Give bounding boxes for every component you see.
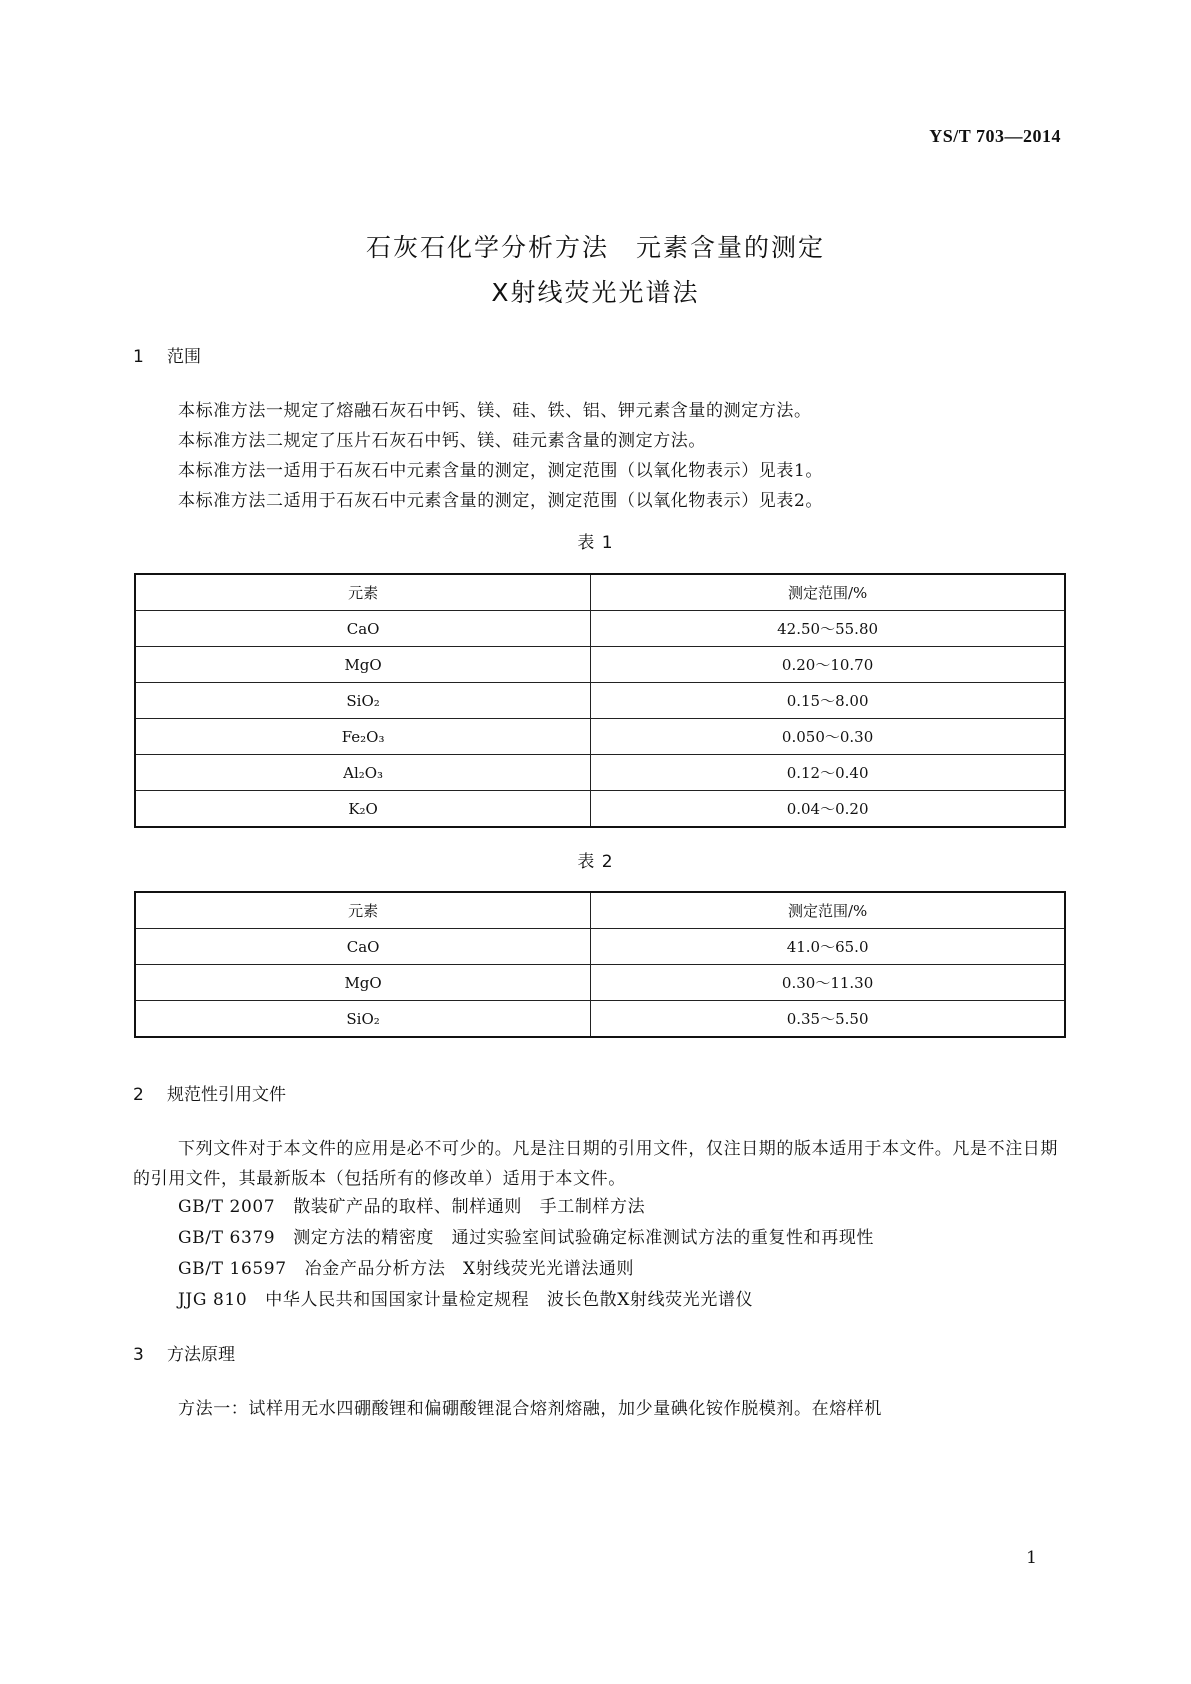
paragraph: 下列文件对于本文件的应用是必不可少的。凡是注日期的引用文件，仅注日期的版本适用于本文件。凡是不注日期的引用文件，其最新版本（包括所有的修改单）适用于本文件。 — [133, 1139, 1058, 1189]
table-2-caption: 表 2 — [577, 852, 614, 872]
reference-list — [178, 1192, 874, 1316]
table-row — [135, 647, 1065, 683]
range-cell: 0.20～10.70 — [591, 647, 1065, 683]
column-header: 元素 — [135, 892, 591, 929]
range-cell: 0.30～11.30 — [591, 965, 1065, 1001]
element-cell: SiO₂ — [135, 683, 591, 719]
range-cell: 41.0～65.0 — [591, 929, 1065, 965]
table-row — [135, 719, 1065, 755]
table-row — [135, 1001, 1065, 1038]
paragraph: 本标准方法二规定了压片石灰石中钙、镁、硅元素含量的测定方法。 — [178, 431, 706, 451]
column-header: 测定范围/% — [591, 892, 1065, 929]
table-row — [135, 755, 1065, 791]
table-header-row — [135, 892, 1065, 929]
section-title: 范围 — [167, 347, 201, 367]
paragraph: 本标准方法二适用于石灰石中元素含量的测定，测定范围（以氧化物表示）见表2。 — [178, 491, 824, 511]
table-row — [135, 965, 1065, 1001]
section-number: 1 — [133, 347, 144, 367]
paragraph: 方法一：试样用无水四硼酸锂和偏硼酸锂混合熔剂熔融，加少量碘化铵作脱模剂。在熔样机 — [178, 1399, 882, 1419]
reference-title: 冶金产品分析方法 X射线荧光光谱法通则 — [304, 1259, 635, 1279]
table-2 — [134, 891, 1066, 1038]
document-subtitle: X射线荧光光谱法 — [491, 278, 700, 307]
page-number: 1 — [1026, 1548, 1037, 1568]
reference-title: 测定方法的精密度 通过实验室间试验确定标准测试方法的重复性和再现性 — [293, 1228, 875, 1248]
section-3-body — [133, 1394, 1063, 1424]
element-cell: CaO — [135, 611, 591, 647]
table-row — [135, 929, 1065, 965]
element-cell: Fe₂O₃ — [135, 719, 591, 755]
element-cell: SiO₂ — [135, 1001, 591, 1038]
reference-title: 散装矿产品的取样、制样通则 手工制样方法 — [293, 1197, 646, 1217]
section-2-heading — [133, 1080, 286, 1105]
element-cell: K₂O — [135, 791, 591, 828]
table-1-caption: 表 1 — [577, 533, 614, 553]
paragraph: 本标准方法一规定了熔融石灰石中钙、镁、硅、铁、铝、钾元素含量的测定方法。 — [178, 401, 812, 421]
reference-code: GB/T 6379 — [178, 1228, 276, 1248]
range-cell: 0.050～0.30 — [591, 719, 1065, 755]
reference-title: 中华人民共和国国家计量检定规程 波长色散X射线荧光光谱仪 — [265, 1290, 754, 1310]
document-title: 石灰石化学分析方法 元素含量的测定 — [365, 233, 825, 262]
element-cell: MgO — [135, 647, 591, 683]
range-cell: 0.04～0.20 — [591, 791, 1065, 828]
range-cell: 42.50～55.80 — [591, 611, 1065, 647]
reference-code: GB/T 16597 — [178, 1259, 287, 1279]
reference-code: GB/T 2007 — [178, 1197, 276, 1217]
reference-code: JJG 810 — [178, 1290, 248, 1310]
element-cell: CaO — [135, 929, 591, 965]
table-header-row — [135, 574, 1065, 611]
column-header: 测定范围/% — [591, 574, 1065, 611]
section-3-heading — [133, 1340, 235, 1365]
section-title: 规范性引用文件 — [167, 1085, 286, 1105]
range-cell: 0.12～0.40 — [591, 755, 1065, 791]
paragraph: 本标准方法一适用于石灰石中元素含量的测定，测定范围（以氧化物表示）见表1。 — [178, 461, 824, 481]
element-cell: MgO — [135, 965, 591, 1001]
section-1-heading — [133, 342, 201, 367]
column-header: 元素 — [135, 574, 591, 611]
table-row — [135, 611, 1065, 647]
table-row — [135, 791, 1065, 828]
section-number: 3 — [133, 1345, 144, 1365]
standard-number: YS/T 703—2014 — [929, 126, 1061, 146]
section-1-body — [133, 396, 1063, 516]
reference-item — [178, 1223, 874, 1254]
element-cell: Al₂O₃ — [135, 755, 591, 791]
section-number: 2 — [133, 1085, 144, 1105]
section-title: 方法原理 — [167, 1345, 235, 1365]
table-row — [135, 683, 1065, 719]
reference-item — [178, 1285, 874, 1316]
table-1 — [134, 573, 1066, 828]
reference-item — [178, 1192, 874, 1223]
reference-item — [178, 1254, 874, 1285]
range-cell: 0.15～8.00 — [591, 683, 1065, 719]
section-2-body — [133, 1134, 1063, 1194]
range-cell: 0.35～5.50 — [591, 1001, 1065, 1038]
